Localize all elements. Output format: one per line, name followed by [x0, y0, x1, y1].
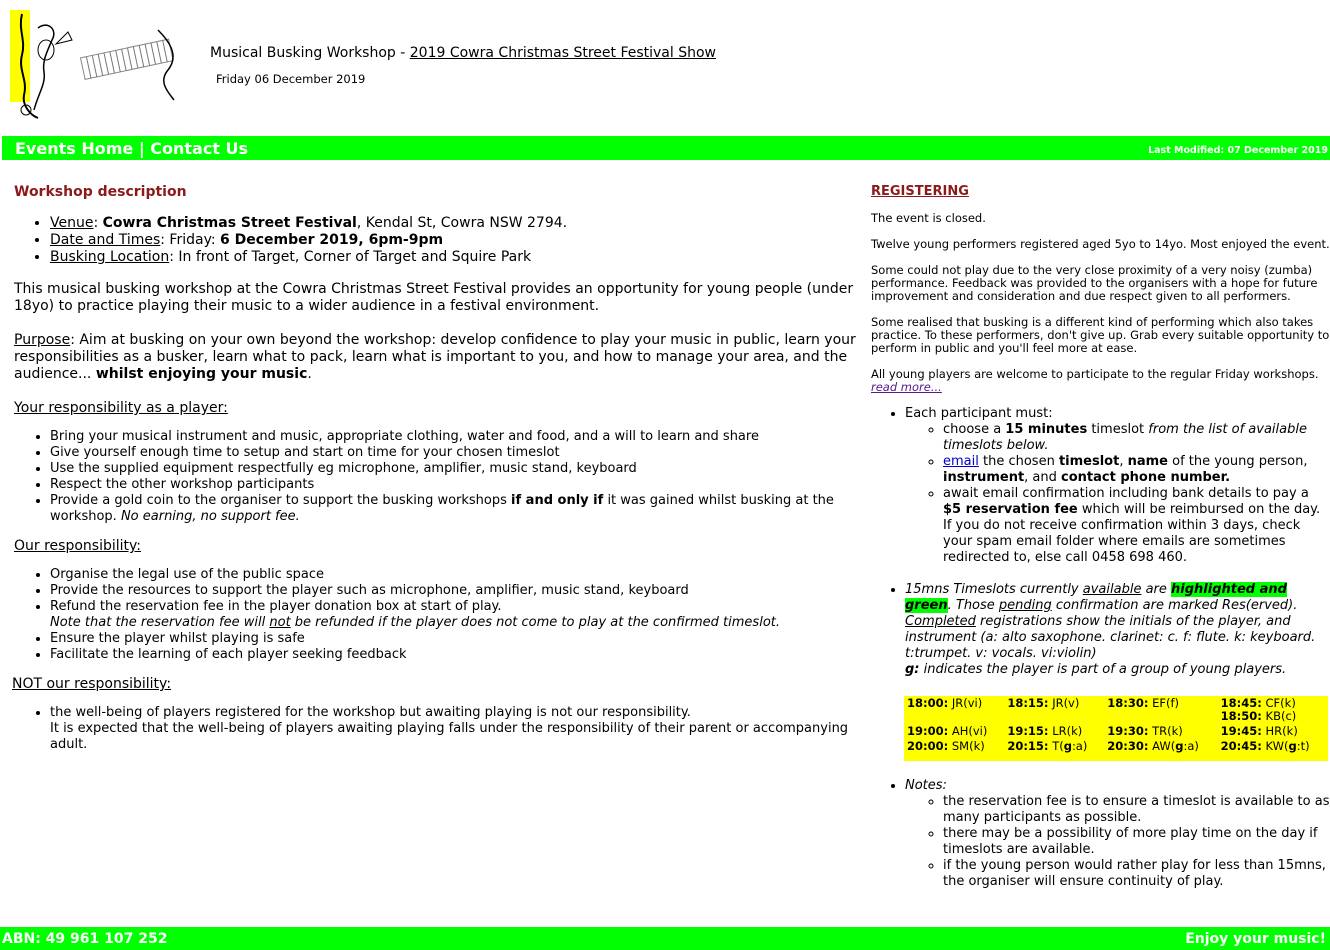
- list-item: [905, 778, 1330, 890]
- not-responsibility-heading: NOT our responsibility:: [12, 676, 172, 692]
- list-item: [905, 406, 1330, 566]
- read-more-paragraph: [871, 381, 1330, 394]
- purpose-end: .: [307, 366, 312, 382]
- enjoy-text: Enjoy your music!: [1185, 931, 1326, 947]
- step2-phone: contact phone number.: [1061, 470, 1231, 485]
- list-item: • Use the supplied equipment respectfully eg microphone, amplifier, music stand, keyboard: [50, 461, 864, 477]
- list-item: • Bring your musical instrument and music, appropriate clothing, water and food, and a will to learn and share: [50, 429, 864, 445]
- slot-time: 18:50:: [1220, 709, 1262, 723]
- slot-player: EF(f): [1152, 696, 1180, 710]
- slot-player: AH(vi): [951, 724, 988, 738]
- list-item: [943, 422, 1330, 454]
- participant-list: [871, 406, 1330, 566]
- venue-address: , Kendal St, Cowra NSW 2794.: [356, 215, 568, 231]
- closed-text: The event is closed.: [871, 211, 986, 225]
- title-prefix: Musical Busking Workshop -: [210, 45, 410, 61]
- step3-fee: $5 reservation fee: [943, 502, 1078, 517]
- table-row: [904, 739, 1328, 754]
- timeslot-grid: [904, 696, 1328, 754]
- step2-name: name: [1127, 454, 1168, 469]
- slot-player: CF(k): [1265, 696, 1296, 710]
- participant-steps: [905, 422, 1330, 566]
- refund-note-b: be refunded if the player does not come to play at the confirmed timeslot.: [290, 615, 780, 630]
- nav-links: [15, 139, 248, 158]
- refund-note-not: not: [269, 615, 291, 630]
- step2-instrument: instrument: [943, 470, 1025, 485]
- abn-text: ABN: 49 961 107 252: [2, 931, 168, 947]
- not-item-b: It is expected that the well-being of players awaiting playing falls under the responsibility of their parent or accompanying adult.: [50, 721, 849, 752]
- purpose-text: : Aim at busking on your own beyond the workshop: develop confidence to play your music in public, learn your responsibilities as a busker, learn what to pack, learn what is important to you, and how to manage your area, and the audience...: [14, 332, 856, 382]
- location-value: : In front of Target, Corner of Target and Squire Park: [169, 249, 532, 265]
- timeslot-table: [904, 696, 1328, 761]
- timeslot-cell: [1004, 724, 1104, 739]
- player-responsibility-list: [14, 429, 864, 525]
- step3-a: await email confirmation including bank details to pay a: [943, 486, 1309, 501]
- step2-g: , and: [1024, 470, 1062, 485]
- notes-items: [905, 794, 1330, 890]
- nav-separator: |: [138, 139, 145, 158]
- timeslot-cell: [1104, 696, 1217, 724]
- coin-text: Provide a gold coin to the organiser to support the busking workshops: [50, 493, 512, 508]
- step2-c: ,: [1119, 454, 1128, 469]
- last-modified: Last Modified: 07 December 2019: [1148, 145, 1328, 156]
- timeslot-info: [905, 582, 1315, 677]
- step1-italic: from the list of available timeslots below.: [943, 422, 1307, 453]
- list-item: [50, 599, 864, 631]
- ts-g: g:: [905, 662, 920, 677]
- timeslot-cell: [1218, 724, 1328, 739]
- our-responsibility-heading: Our responsibility:: [14, 538, 141, 554]
- step2-a: the chosen: [978, 454, 1059, 469]
- slot-time: 20:45:: [1220, 739, 1262, 753]
- date-item: [50, 232, 864, 249]
- timeslot-cell: [1004, 696, 1104, 724]
- list-item: ◦ there may be a possibility of more play time on the day if timeslots are available.: [943, 826, 1330, 858]
- slot-time: 20:00:: [907, 739, 949, 753]
- list-item: ◦ if the young person would rather play for less than 15mns, the organiser will ensure continuity of play.: [943, 858, 1330, 890]
- notes-list: [871, 778, 1330, 890]
- email-link[interactable]: email: [943, 454, 979, 469]
- timeslot-cell: [904, 696, 1004, 724]
- slot-time: 19:00:: [907, 724, 949, 738]
- workshop-description: [14, 184, 864, 753]
- venue-item: • Venue: Cowra Christmas Street Festival, Kendal St, Cowra NSW 2794.: [50, 215, 864, 232]
- date-prefix: : Friday:: [160, 232, 221, 248]
- list-item: [943, 486, 1330, 566]
- timeslot-cell: [1004, 739, 1104, 754]
- list-item: ◦ the reservation fee is to ensure a timeslot is available to as many participants as possible.: [943, 794, 1330, 826]
- purpose-paragraph: [14, 332, 864, 383]
- slot-instrument: :t): [1296, 739, 1310, 753]
- ts-completed: Completed: [905, 614, 976, 629]
- not-item-a: the well-being of players registered for the workshop but awaiting playing is not our responsibility.: [50, 705, 691, 720]
- step3-c: which will be reimbursed on the day. If you do not receive confirmation within 3 days, check your spam email folder where emails are sometimes redirected to, else call 0458 698 460.: [943, 502, 1321, 565]
- slot-player: KW(: [1265, 739, 1289, 753]
- event-date: Friday 06 December 2019: [216, 72, 366, 86]
- location-item: [50, 249, 864, 266]
- festival-link[interactable]: 2019 Cowra Christmas Street Festival Show: [409, 45, 717, 61]
- timeslot-cell: [904, 724, 1004, 739]
- list-item: [905, 582, 1330, 678]
- ts-pending: pending: [998, 598, 1052, 613]
- ts-available: available: [1082, 582, 1142, 597]
- our-responsibility-list: [14, 567, 864, 663]
- refund-note-a: Note that the reservation fee will: [50, 615, 270, 630]
- read-more-link[interactable]: read more...: [871, 380, 942, 394]
- list-item: • Ensure the player whilst playing is safe: [50, 631, 864, 647]
- notes-section: [871, 778, 1330, 890]
- date-link[interactable]: Date and Times: [50, 232, 161, 248]
- footer-bar: [0, 927, 1330, 950]
- table-row: [904, 696, 1328, 724]
- ts-e: registrations show the initials of the player, and instrument (a: alto saxophone. clarinet: c. f: flute. k: keyboard. t:trumpet. v: vocals. vi:violin): [905, 614, 1316, 661]
- slot-time: 18:00:: [907, 696, 949, 710]
- timeslot-info-list: [871, 582, 1330, 678]
- timeslot-cell: [1218, 696, 1328, 724]
- list-item: • Organise the legal use of the public space: [50, 567, 864, 583]
- table-row: [904, 724, 1328, 739]
- slot-player: LR(k): [1052, 724, 1083, 738]
- coin-bold: if and only if: [511, 493, 604, 508]
- player-responsibility-heading: Your responsibility as a player:: [14, 400, 228, 416]
- slot-player: HR(k): [1265, 724, 1298, 738]
- refund-text: Refund the reservation fee in the player donation box at start of play.: [50, 599, 502, 614]
- ts-b: are: [1141, 582, 1172, 597]
- slot-player: SM(k): [951, 739, 985, 753]
- ts-d: confirmation are marked Res(erved).: [1051, 598, 1298, 613]
- step2-e: of the young person,: [1167, 454, 1308, 469]
- slot-instrument: :a): [1183, 739, 1199, 753]
- timeslot-cell: [1218, 739, 1328, 754]
- ts-c: . Those: [947, 598, 999, 613]
- slot-player: JR(v): [1052, 696, 1080, 710]
- saxophone-keyboard-logo-icon: [8, 10, 178, 122]
- realised-text: Some realised that busking is a different kind of performing which also takes practice. To these performers, don't give up. Grab every suitable opportunity to perform in public and you'll feel more at ease.: [871, 315, 1330, 355]
- slot-time: 20:30:: [1107, 739, 1149, 753]
- registering-heading: REGISTERING: [871, 184, 969, 199]
- step1-a: choose a: [943, 422, 1006, 437]
- list-item: [943, 454, 1330, 486]
- slot-time: 19:15:: [1007, 724, 1049, 738]
- event-details-list: [14, 215, 864, 266]
- slot-group: g: [1288, 739, 1297, 753]
- step1-bold: 15 minutes: [1005, 422, 1088, 437]
- venue-link[interactable]: Venue: [50, 215, 94, 231]
- events-home-link[interactable]: Events Home: [15, 139, 134, 158]
- intro-paragraph: This musical busking workshop at the Cowra Christmas Street Festival provides an opportunity for young people (under 18yo) to practice playing their music to a wider audience in a festival environment.: [14, 281, 854, 314]
- contact-us-link[interactable]: Contact Us: [150, 139, 249, 158]
- list-item: • Respect the other workshop participants: [50, 477, 864, 493]
- timeslot-cell: [904, 739, 1004, 754]
- timeslot-cell: [1104, 739, 1217, 754]
- list-item: • Provide the resources to support the player such as microphone, amplifier, music stand, keyboard: [50, 583, 864, 599]
- slot-player: AW(: [1152, 739, 1176, 753]
- slot-time: 18:15:: [1007, 696, 1049, 710]
- list-item: [50, 493, 864, 525]
- purpose-label: Purpose: [14, 332, 71, 348]
- slot-player: T(: [1052, 739, 1064, 753]
- date-value: 6 December 2019, 6pm-9pm: [220, 232, 444, 248]
- slot-player: JR(vi): [951, 696, 983, 710]
- registered-text: Twelve young performers registered aged 5yo to 14yo. Most enjoyed the event.: [871, 237, 1330, 251]
- slot-time: 18:30:: [1107, 696, 1149, 710]
- must-text: Each participant must:: [905, 406, 1053, 421]
- slot-instrument: :a): [1071, 739, 1088, 753]
- step1-c: timeslot: [1087, 422, 1149, 437]
- not-responsibility-list: [14, 705, 864, 753]
- slot-time: 19:30:: [1107, 724, 1149, 738]
- slot-player: KB(c): [1265, 709, 1297, 723]
- notes-label: Notes:: [905, 778, 947, 793]
- ts-f: indicates the player is part of a group of young players.: [919, 662, 1287, 677]
- slot-group: g: [1063, 739, 1072, 753]
- coin-rest: it was gained whilst busking at the workshop.: [50, 493, 834, 524]
- feedback-text: Some could not play due to the very close proximity of a very noisy (zumba) performance. Feedback was provided to the organisers with a hope for future improvement and consideration and due respect given to all performers.: [871, 263, 1318, 303]
- venue-name: Cowra Christmas Street Festival: [102, 215, 357, 231]
- step2-timeslot: timeslot: [1058, 454, 1120, 469]
- page-title: [210, 45, 716, 61]
- workshop-heading: Workshop description: [14, 184, 187, 200]
- welcome-text: All young players are welcome to participate to the regular Friday workshops.: [871, 367, 1319, 381]
- slot-player: TR(k): [1152, 724, 1183, 738]
- location-link[interactable]: Busking Location: [50, 249, 170, 265]
- participant-section: [871, 406, 1330, 678]
- ts-highlight: highlighted and green: [905, 582, 1287, 613]
- list-item: • Give yourself enough time to setup and start on time for your chosen timeslot: [50, 445, 864, 461]
- timeslot-cell: [1104, 724, 1217, 739]
- list-item: [50, 705, 864, 753]
- coin-italic: No earning, no support fee.: [120, 509, 300, 524]
- slot-group: g: [1175, 739, 1184, 753]
- site-logo: [8, 10, 178, 122]
- slot-time: 19:45:: [1220, 724, 1262, 738]
- registering-panel: [871, 185, 1330, 678]
- purpose-bold: whilst enjoying your music: [95, 366, 308, 382]
- list-item: • Facilitate the learning of each player seeking feedback: [50, 647, 864, 663]
- slot-time: 18:45:: [1220, 696, 1262, 710]
- refund-note: [50, 615, 780, 630]
- slot-time: 20:15:: [1007, 739, 1049, 753]
- ts-a: 15mns Timeslots currently: [905, 582, 1083, 597]
